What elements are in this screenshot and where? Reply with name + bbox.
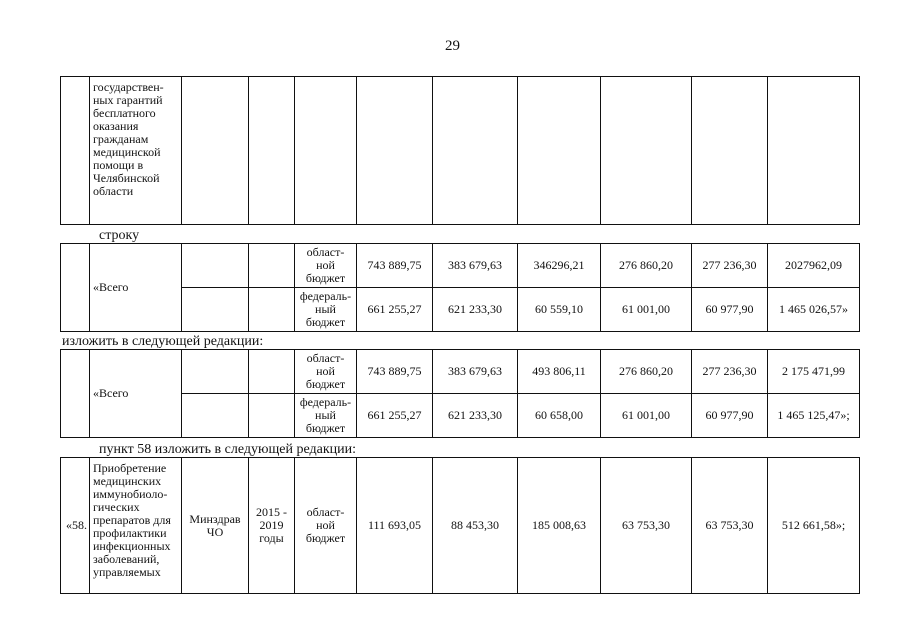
name-line: медицинских: [93, 474, 162, 488]
period-line: 2015 -: [256, 505, 287, 519]
source-line: ной: [316, 518, 335, 532]
executor-line: ЧО: [206, 524, 224, 539]
value-cell: [357, 77, 433, 225]
program-name-cell: [90, 458, 182, 594]
name-line: государствен-: [93, 80, 164, 94]
total-label: «Всего: [90, 350, 182, 438]
source-cell: [295, 244, 357, 288]
note-stroku: строку: [99, 228, 140, 243]
period-line: годы: [259, 531, 284, 545]
table-total-new: [60, 349, 860, 438]
value-cell: 1 465 125,47»;: [768, 394, 860, 438]
name-line: области: [93, 184, 134, 198]
value-cell: 60 977,90: [692, 288, 768, 332]
source-line: област-: [306, 351, 345, 365]
name-line: бесплатного: [93, 106, 156, 120]
name-line: иммунобиоло-: [93, 487, 168, 501]
name-line: оказания: [93, 119, 139, 133]
source-cell: [295, 458, 357, 594]
value-cell: [518, 77, 601, 225]
source-line: федераль-: [299, 289, 352, 303]
value-cell: [433, 77, 518, 225]
source-line: бюджет: [305, 271, 346, 285]
value-cell: 63 753,30: [601, 458, 692, 594]
executor-cell: [182, 458, 249, 594]
value-cell: 493 806,11: [518, 350, 601, 394]
table-continuation: [60, 76, 860, 225]
value-cell: 661 255,27: [357, 394, 433, 438]
executor-cell: [182, 288, 249, 332]
period-line: 2019: [259, 518, 284, 532]
name-line: помощи в: [93, 158, 144, 172]
name-line: Приобретение: [93, 461, 167, 475]
value-cell: 743 889,75: [357, 350, 433, 394]
value-cell: 346296,21: [518, 244, 601, 288]
period-cell: [249, 244, 295, 288]
name-line: гражданам: [93, 132, 149, 146]
table-item-58: [60, 457, 860, 594]
executor-cell: [182, 77, 249, 225]
value-cell: 621 233,30: [433, 394, 518, 438]
program-name-cell: [90, 77, 182, 225]
value-cell: 512 661,58»;: [768, 458, 860, 594]
value-cell: 383 679,63: [433, 244, 518, 288]
value-cell: 61 001,00: [601, 288, 692, 332]
value-cell: 383 679,63: [433, 350, 518, 394]
name-line: инфекционных: [93, 539, 171, 553]
executor-line: Минздрав: [189, 511, 241, 526]
name-line: медицинской: [93, 145, 161, 159]
name-line: управляемых: [93, 565, 161, 579]
name-line: ных гарантий: [93, 93, 163, 107]
value-cell: 276 860,20: [601, 244, 692, 288]
value-cell: [692, 77, 768, 225]
source-cell: [295, 394, 357, 438]
value-cell: 61 001,00: [601, 394, 692, 438]
source-line: област-: [306, 245, 345, 259]
index-cell: [61, 350, 90, 438]
value-cell: 88 453,30: [433, 458, 518, 594]
period-cell: [249, 350, 295, 394]
value-cell: 60 658,00: [518, 394, 601, 438]
value-cell: 276 860,20: [601, 350, 692, 394]
item-index: «58.: [61, 458, 90, 594]
value-cell: [768, 77, 860, 225]
value-cell: 661 255,27: [357, 288, 433, 332]
source-cell: [295, 77, 357, 225]
value-cell: 277 236,30: [692, 244, 768, 288]
period-cell: [249, 394, 295, 438]
value-cell: 743 889,75: [357, 244, 433, 288]
index-cell: [61, 77, 90, 225]
value-cell: 1 465 026,57»: [768, 288, 860, 332]
page-number: 29: [445, 38, 460, 54]
executor-cell: [182, 394, 249, 438]
source-line: бюджет: [305, 531, 346, 545]
value-cell: 111 693,05: [357, 458, 433, 594]
value-cell: 621 233,30: [433, 288, 518, 332]
source-line: ный: [315, 302, 336, 316]
source-line: бюджет: [305, 421, 346, 435]
source-cell: [295, 350, 357, 394]
note-new-edition: изложить в следующей редакции:: [62, 334, 264, 349]
executor-cell: [182, 244, 249, 288]
name-line: заболеваний,: [93, 552, 160, 566]
source-line: бюджет: [305, 315, 346, 329]
period-cell: [249, 288, 295, 332]
source-line: ной: [316, 258, 335, 272]
source-cell: [295, 288, 357, 332]
value-cell: 60 977,90: [692, 394, 768, 438]
executor-cell: [182, 350, 249, 394]
period-cell: [249, 77, 295, 225]
table-total-old: [60, 243, 860, 332]
name-line: препаратов для: [93, 513, 171, 527]
source-line: област-: [306, 505, 345, 519]
source-line: бюджет: [305, 377, 346, 391]
value-cell: 277 236,30: [692, 350, 768, 394]
total-label: «Всего: [90, 244, 182, 332]
name-line: профилактики: [93, 526, 167, 540]
period-cell: [249, 458, 295, 594]
value-cell: 185 008,63: [518, 458, 601, 594]
value-cell: [601, 77, 692, 225]
index-cell: [61, 244, 90, 332]
value-cell: 60 559,10: [518, 288, 601, 332]
name-line: Челябинской: [93, 171, 160, 185]
value-cell: 2027962,09: [768, 244, 860, 288]
value-cell: 2 175 471,99: [768, 350, 860, 394]
source-line: ный: [315, 408, 336, 422]
value-cell: 63 753,30: [692, 458, 768, 594]
source-line: ной: [316, 364, 335, 378]
name-line: гических: [93, 500, 140, 514]
source-line: федераль-: [299, 395, 352, 409]
note-item-58: пункт 58 изложить в следующей редакции:: [99, 442, 356, 457]
